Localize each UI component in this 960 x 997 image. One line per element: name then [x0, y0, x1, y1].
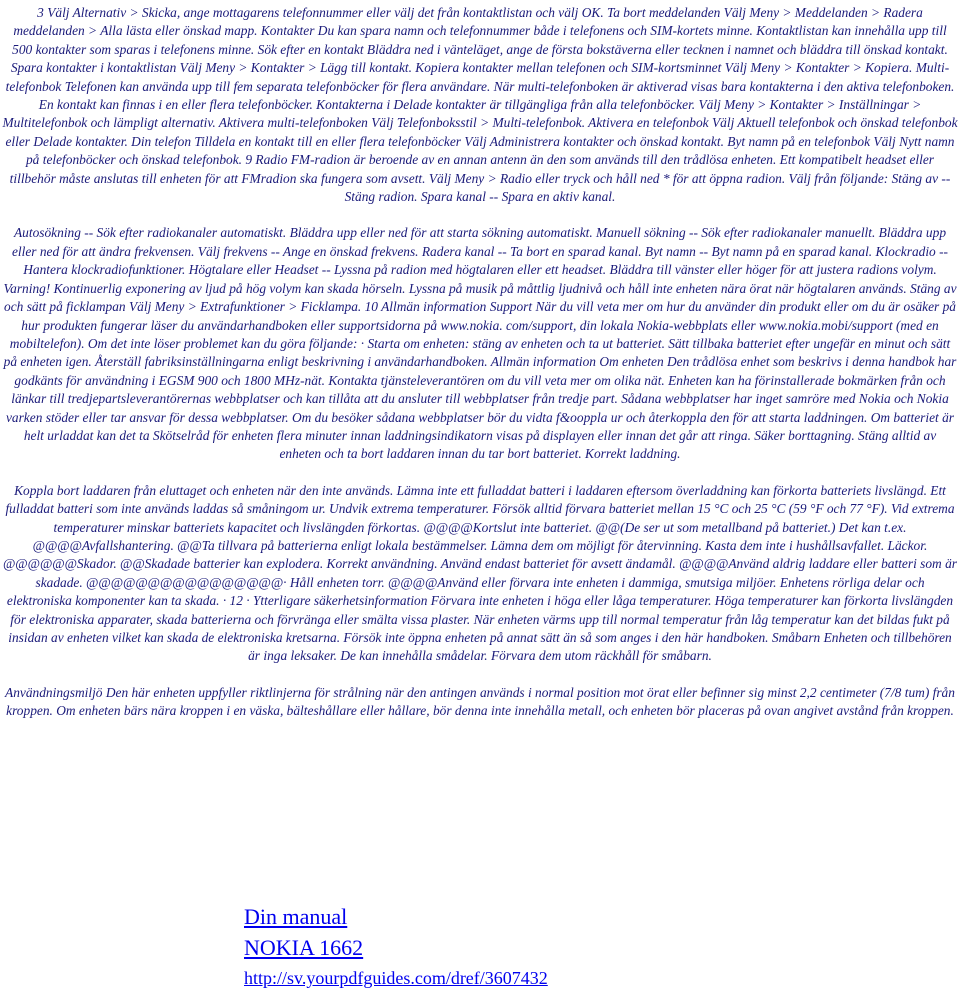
- paragraph-usage-environment: Användningsmiljö Den här enheten uppfyller riktlinjerna för strålning när den antingen används i normal position mot örat eller befinner sig minst 2,2 centimeter (7/8 tum) från kroppen. Om enheten bärs nära kroppen i en väska, bälteshållare eller hållare, bör denna inte innehålla metall, och enheten bör placeras på ovan angivet avstånd från kroppen.: [5, 684, 955, 719]
- paragraph-gap: [2, 206, 958, 224]
- manual-footer: [244, 902, 548, 992]
- paragraph-battery-safety: Koppla bort laddaren från eluttaget och enheten när den inte används. Lämna inte ett fulladdat batteri i laddaren eftersom överladdning kan förkorta batteriets livslängd. Ett fulladdat batteri som inte används laddas så småningom ur. Undvik extrema temperaturer. Försök alltid förvara batteriet mellan 15 °C och 25 °C (59 °F och 77 °F). Vid extrema temperaturer minskar batteriets kapacitet och livslängden förkortas. @@@@Kortslut inte batteriet. @@(De ser ut som metallband på batteriet.) Det kan t.ex. @@@@Avfallshantering. @@Ta tillvara på batterierna enligt lokala bestämmelser. Lämna dem om möjligt för återvinning. Kasta dem inte i hushållsavfallet. Läckor. @@@@@@Skador. @@Skadade batterier kan explodera. Korrekt användning. Använd endast batteriet för avsett ändamål. @@@@Använd aldrig laddare eller batteri som är skadade. @@@@@@@@@@@@@@@@· Håll enheten torr. @@@@Använd eller förvara inte enheten i dammiga, smutsiga miljöer. Enhetens rörliga delar och elektroniska komponenter kan ta skada. · 12 · Ytterligare säkerhetsinformation Förvara inte enheten i höga eller låga temperaturer. Höga temperaturer kan förkorta livslängden för elektroniska apparater, skada batterierna och förvränga eller smälta vissa plaster. När enheten värms upp till normal temperatur från låg temperatur kan det bildas fukt på insidan av enheten vilket kan skada de elektroniska kretsarna. Försök inte öppna enheten på annat sätt än så som anges i den här handboken. Småbarn Enheten och tillbehören är inga leksaker. De kan innehålla smådelar. Förvara dem utom räckhåll för småbarn.: [2, 482, 957, 664]
- paragraph-gap: [2, 666, 958, 684]
- paragraph-gap: [2, 464, 958, 482]
- model-link[interactable]: NOKIA 1662: [244, 935, 364, 960]
- manual-link[interactable]: Din manual: [244, 904, 348, 929]
- paragraph-messages-contacts-radio: 3 Välj Alternativ > Skicka, ange mottagarens telefonnummer eller välj det från kontaktlistan och välj OK. Ta bort meddelanden Välj Meny > Meddelanden > Radera meddelanden > Alla lästa eller önskad mapp. Kontakter Du kan spara namn och telefonnummer både i telefonens och SIM-kortets minne. Kontaktlistan kan innehålla upp till 500 kontakter som sparas i telefonens minne. Sök efter en kontakt Bläddra ned i vänteläget, ange de första bokstäverna eller tecknen i namnet och bläddra till önskad kontakt. Spara kontakter i kontaktlistan Välj Meny > Kontakter > Lägg till kontakt. Kopiera kontakter mellan telefonen och SIM-kortsminnet Välj Meny > Kontakter > Kopiera. Multi-telefonbok Telefonen kan använda upp till fem separata telefonböcker för flera användare. När multi-telefonboken är aktiverad visas bara kontakterna i den aktiva telefonboken. En kontakt kan finnas i en eller flera telefonböcker. Kontakterna i Delade kontakter är tillgängliga från alla telefonböcker. Välj Meny > Kontakter > Inställningar > Multitelefonbok och lämpligt alternativ. Aktivera multi-telefonboken Välj Telefonboksstil > Multi-telefonbok. Aktivera en telefonbok Välj Aktuell telefonbok och önskad telefonbok eller Delade kontakter. Din telefon Tilldela en kontakt till en eller flera telefonböcker Välj Administrera kontakter och önskad kontakt. Byt namn på en telefonbok Välj Nytt namn på telefonböcker och önskad telefonbok. 9 Radio FM-radion är beroende av en annan antenn än den som används till den trådlösa enheten. Ett kompatibelt headset eller tillbehör måste anslutas till enheten för att FMradion ska fungera som avsett. Välj Meny > Radio eller tryck och håll ned * för att öppna radion. Välj från följande: Stäng av -- Stäng radion. Spara kanal -- Spara en aktiv kanal.: [2, 5, 958, 205]
- url-link[interactable]: http://sv.yourpdfguides.com/dref/3607432: [244, 968, 548, 988]
- paragraph-radio-support-info: Autosökning -- Sök efter radiokanaler automatiskt. Bläddra upp eller ned för att starta sökning automatiskt. Manuell sökning -- Sök efter radiokanaler manuellt. Bläddra upp eller ned för att ändra frekvensen. Välj frekvens -- Ange en önskad frekvens. Radera kanal -- Ta bort en sparad kanal. Byt namn -- Byt namn på en sparad kanal. Klockradio -- Hantera klockradiofunktioner. Högtalare eller Headset -- Lyssna på radion med högtalaren eller ett headset. Bläddra till vänster eller höger för att justera radions volym. Varning! Kontinuerlig exponering av ljud på hög volym kan skada hörseln. Lyssna på musik på måttlig ljudnivå och håll inte enheten nära örat när högtalaren används. Stäng av och sätt på ficklampan Välj Meny > Extrafunktioner > Ficklampa. 10 Allmän information Support När du vill veta mer om hur du använder din produkt eller om du är osäker på hur produkten fungerar läser du användarhandboken eller supportsidorna på www.nokia. com/support, din lokala Nokia-webbplats eller www.nokia.mobi/support (med en mobiltelefon). Om det inte löser problemet kan du göra följande: · Starta om enheten: stäng av enheten och ta ut batteriet. Sätt tillbaka batteriet efter ungefär en minut och sätt på enheten igen. Återställ fabriksinställningarna enligt beskrivning i användarhandboken. Allmän information Om enheten Den trådlösa enhet som beskrivs i denna handbok har godkänts för användning i EGSM 900 och 1800 MHz-nät. Kontakta tjänsteleverantören om du vill veta mer om olika nät. Enheten kan ha förinstallerade bokmärken från och länkar till tredjepartsleverantörernas webbplatser och kan tillåta att du ansluter till webbplatser från tredje part. Sådana webbplatser har inget samröre med Nokia och Nokia varken stöder eller tar ansvar för dessa webbplatser. Om du besöker sådana webbplatser bör du vidta f&ooppla ur och återkoppla den för att starta laddningen. Om batteriet är helt urladdat kan det ta Skötselråd för enheten flera minuter innan laddningsindikatorn visas på displayen eller innan det går att ringa. Säker borttagning. Stäng alltid av enheten och ta bort laddaren innan du tar bort batteriet. Korrekt laddning.: [3, 225, 957, 462]
